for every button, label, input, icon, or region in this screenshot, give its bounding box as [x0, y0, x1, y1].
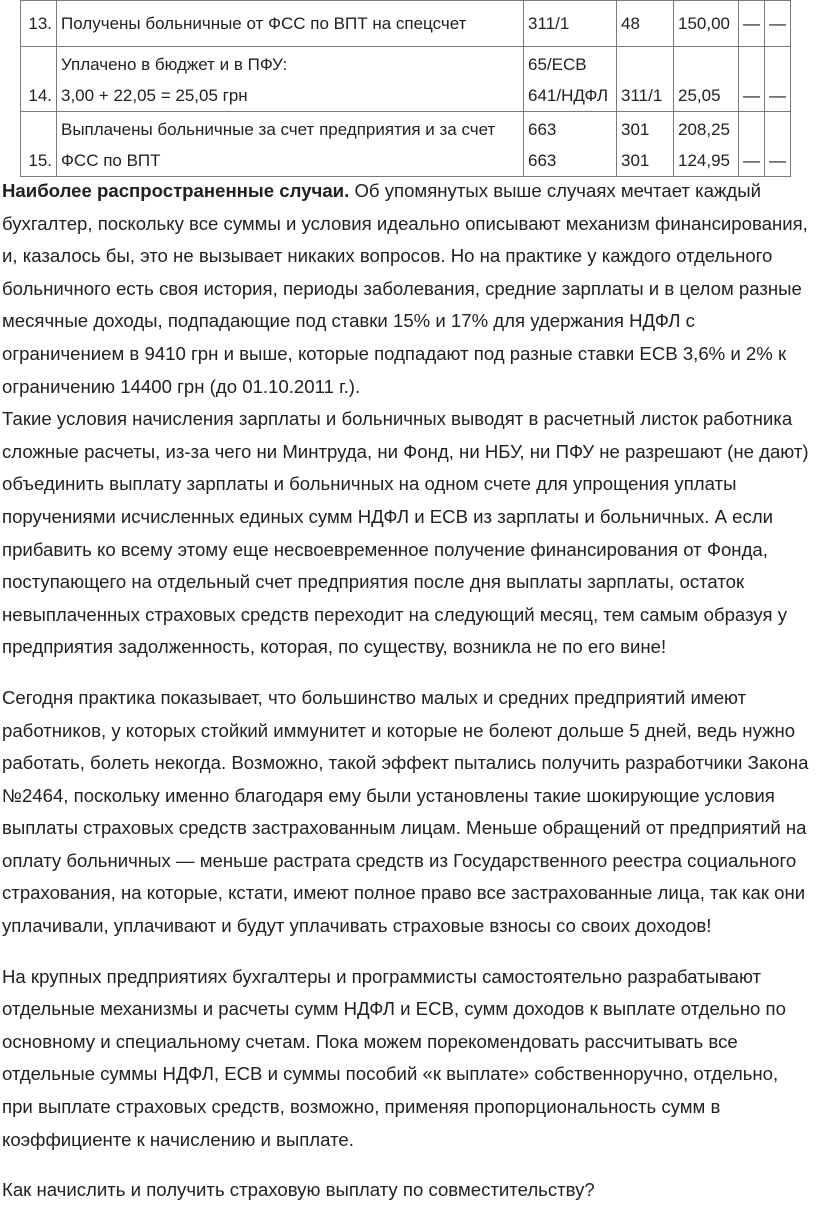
sum-line: 150,00 — [678, 14, 730, 33]
sum-line: 208,25 — [678, 120, 730, 139]
account-line: 641/НДФЛ — [528, 86, 609, 105]
paragraph — [2, 175, 812, 403]
ledger-table — [20, 0, 791, 177]
account-line: 301 — [621, 151, 650, 170]
account-line: 301 — [621, 120, 650, 139]
row-number: 13. — [21, 1, 57, 47]
paragraph-text: Об упомянутых выше случаях мечтает каждый бухгалтер, поскольку все суммы и условия идеально описывают механизм финансирования, и, казалось бы, это не вызывает никаких вопросов. Но на практике у каждого отдельного больничного есть своя история, периоды заболевания, средние зарплаты и в целом разные месячные доходы, подпадающие под ставки 15% и 17% для удержания НДФЛ с ограничением в 9410 грн и выше, которые подпадают под разные ставки ЕСВ 3,6% и 2% к ограничению 14400 грн (до 01.10.2011 г.). — [2, 180, 808, 397]
row-sum — [674, 1, 739, 47]
table-row — [21, 1, 791, 47]
account-line: 311/1 — [528, 14, 570, 33]
debit-account — [524, 47, 617, 112]
table-row — [21, 47, 791, 112]
description-line: 3,00 + 22,05 = 25,05 грн — [61, 86, 248, 105]
row-description — [57, 1, 524, 47]
paragraph: На крупных предприятиях бухгалтеры и программисты самостоятельно разрабатывают отдельные механизмы и расчеты сумм НДФЛ и ЕСВ, сумм доходов к выплате отдельно по основному и специальному счетам. Пока можем порекомендовать рассчитывать все отдельные суммы НДФЛ, ЕСВ и суммы пособий «к выплате» собственноручно, отдельно, при выплате страховых средств, возможно, применяя пропорциональность сумм в коэффициенте к начислению и выплате. — [2, 965, 786, 1150]
row-description — [57, 112, 524, 177]
debit-account — [524, 1, 617, 47]
row-description — [57, 47, 524, 112]
dash-cell: — — [765, 112, 791, 177]
dash-cell: — — [765, 47, 791, 112]
row-sum — [674, 47, 739, 112]
sum-line: 25,05 — [678, 86, 721, 105]
sum-line: 124,95 — [678, 151, 730, 170]
row-sum — [674, 112, 739, 177]
article-body — [2, 175, 812, 1207]
account-line: 663 — [528, 120, 557, 139]
paragraph-lead: Наиболее распространенные случаи. — [2, 180, 350, 201]
dash-cell: — — [739, 1, 765, 47]
account-line: 311/1 — [621, 86, 663, 105]
account-line: 663 — [528, 151, 557, 170]
row-number: 15. — [21, 112, 57, 177]
row-number: 14. — [21, 47, 57, 112]
paragraph: Такие условия начисления зарплаты и больничных выводят в расчетный листок работника сложные расчеты, из-за чего ни Минтруда, ни Фонд, ни НБУ, ни ПФУ не разрешают (не дают) объединить выплату зарплаты и больничных на одном счете для упрощения уплаты поручениями исчисленных единых сумм НДФЛ и ЕСВ из зарплаты и больничных. А если прибавить ко всему этому еще несвоевременное получение финансирования от Фонда, поступающего на отдельный счет предприятия после дня выплаты зарплаты, остаток невыплаченных страховых средств переходит на следующий месяц, тем самым образуя у предприятия задолженность, которая, по существу, возникла не по его вине! — [2, 408, 809, 658]
description-line: Выплачены больничные за счет предприятия и за счет — [61, 120, 496, 139]
description-line: Уплачено в бюджет и в ПФУ: — [61, 55, 288, 74]
account-line: 65/ЕСВ — [528, 55, 587, 74]
dash-cell: — — [765, 1, 791, 47]
table-row — [21, 112, 791, 177]
credit-account — [617, 47, 674, 112]
description-line: ФСС по ВПТ — [61, 151, 161, 170]
account-line: 48 — [621, 14, 640, 33]
paragraph: Сегодня практика показывает, что большинство малых и средних предприятий имеют работников, у которых стойкий иммунитет и которые не болеют дольше 5 дней, ведь нужно работать, болеть некогда. Возможно, такой эффект пытались получить разработчики Закона №2464, поскольку именно благодаря ему были установлены такие шокирующие условия выплаты страховых средств застрахованным лицам. Меньше обращений от предприятий на оплату больничных — меньше растрата средств из Государственного реестра социального страхования, на которые, кстати, имеют полное право все застрахованные лица, так как они уплачивали, уплачивают и будут уплачивать страховые взносы со своих доходов! — [2, 686, 809, 937]
debit-account — [524, 112, 617, 177]
credit-account — [617, 1, 674, 47]
dash-cell: — — [739, 112, 765, 177]
description-line: Получены больничные от ФСС по ВПТ на спецсчет — [61, 14, 467, 33]
credit-account — [617, 112, 674, 177]
paragraph: Как начислить и получить страховую выплату по совместительству? — [2, 1179, 595, 1201]
dash-cell: — — [739, 47, 765, 112]
